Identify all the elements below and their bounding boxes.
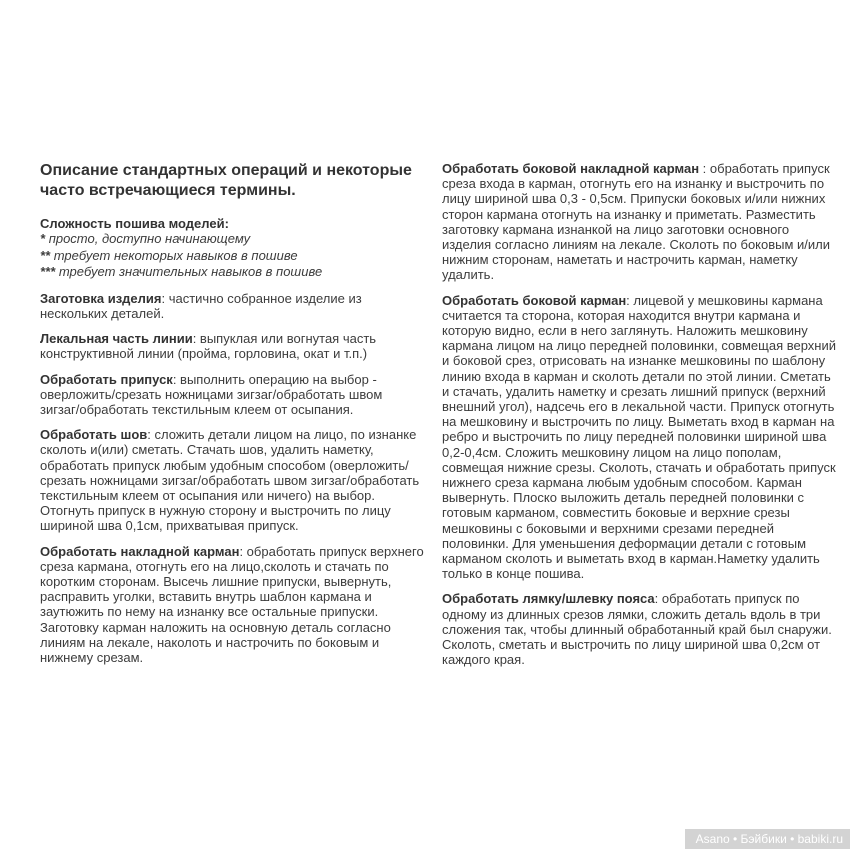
term-label: Сложность пошива моделей:	[40, 216, 229, 231]
term-label: Обработать припуск	[40, 371, 173, 387]
section-obrabotat-shov	[40, 427, 424, 533]
term-description: : выполнить операцию на выбор - оверложить/срезать ножницами зигзаг/обработать швом зигзаг/обработать текстильным клеем от осыпания.	[40, 371, 383, 417]
term-label: Обработать боковой карман	[442, 292, 627, 308]
term-label: Обработать накладной карман	[40, 543, 240, 559]
stars-label: *	[40, 231, 46, 247]
term-description: : обработать припуск верхнего среза кармана, отогнуть его на лицо,сколоть и стачать по коротким сторонам. Высечь лишние припуски, вывернуть, расправить уголки, вставить внутрь шаблон кармана и заутюжить по нему на изнанку все остальные припуски. Заготовку карман наложить на основную деталь согласно линиям на лекале, наколоть и настрочить по боковым и нижнему срезам.	[40, 543, 424, 665]
section-lekalnaya-chast-linii	[40, 331, 424, 361]
section-obrabotat-lyamku-shlevku-poyasa	[442, 591, 836, 667]
term-label: Обработать боковой накладной карман	[442, 161, 700, 176]
complexity-item	[40, 248, 424, 265]
section-obrabotat-bokovoy-nakladnoy-karman	[442, 161, 836, 283]
term-description: : обработать припуск среза входа в карман, отогнуть его на изнанку и выстрочить по лицу шириной шва 0,3 - 0,5см. Припуски боковых и/или нижних сторон кармана отогнуть на изнанку и приметать. Разместить заготовку кармана изнанкой на лицо заготовки основного изделия согласно линиям на лекале. Сколоть по боковым и/или нижним сторонам, наметать и настрочить карман, наметку удалить.	[442, 161, 831, 283]
term-label: Заготовка изделия	[40, 290, 162, 306]
page-title: Описание стандартных операций и некоторые часто встречающиеся термины.	[40, 162, 412, 199]
complexity-item	[40, 264, 424, 281]
term-description: : выпуклая или вогнутая часть конструктивной линии (пройма, горловина, окат и т.п.)	[40, 331, 377, 362]
complexity-item	[40, 231, 424, 248]
right-column	[442, 161, 836, 678]
complexity-item-text: просто, доступно начинающему	[48, 231, 251, 247]
term-label: Обработать шов	[40, 427, 148, 443]
term-label: Обработать лямку/шлевку пояса	[442, 591, 655, 607]
term-description: : частично собранное изделие из нескольких деталей.	[40, 290, 362, 321]
section-zagotovka-izdeliya	[40, 291, 424, 321]
section-slozhnost-poshiva	[40, 216, 424, 281]
term-label: Лекальная часть линии	[40, 331, 193, 347]
stars-label: **	[40, 247, 51, 263]
complexity-item-text: требует значительных навыков в пошиве	[58, 264, 323, 280]
section-obrabotat-bokovoy-karman	[442, 293, 836, 582]
stars-label: ***	[40, 264, 56, 280]
term-description: : обработать припуск по одному из длинных срезов лямки, сложить деталь вдоль в три сложения так, чтобы длинный обработанный край был снаружи. Сколоть, сметать и выстрочить по лицу шириной шва 0,2см от каждого края.	[442, 591, 832, 668]
term-description: : сложить детали лицом на лицо, по изнанке сколоть и(или) сметать. Стачать шов, удалить наметку, обработать припуск любым удобным способом (оверложить/срезать ножницами зигзаг/обработать швом зигзаг/обработать текстильным клеем от осыпания или ничего) на выбор. Отогнуть припуск в нужную сторону и выстрочить по лицу шириной шва 0,1см, прихватывая припуск.	[40, 427, 420, 534]
left-column	[40, 161, 424, 675]
complexity-item-text: требует некоторых навыков в пошиве	[53, 247, 298, 263]
term-description: : лицевой у мешковины кармана считается та сторона, которая находится внутри кармана и которую видно, если в него заглянуть. Наложить мешковину кармана лицом на лицо передней половинки, совмещая верхний и боковой срез, отрисовать на изнанке мешковины по шаблону линию входа в карман и сколоть детали по этой линии. Сметать и стачать, удалить наметку и срезать лишний припуск (верхний внешний угол), надсечь его в лекальной части. Припуск отогнуть на мешковину и выстрочить по лицу. Выметать вход в карман на ребро и выстрочить по лицу передней половинки шириной шва 0,2-0,4см. Сложить мешковину лицом на лицо пополам, совмещая нижние срезы. Сколоть, стачать и обработать припуск нижнего среза кармана любым удобным способом. Карман вывернуть. Плоско выложить деталь передней половинки с готовым карманом, совместить боковые и верхние срезы мешковины с боковыми и верхними срезами передней половинки. Для уменьшения деформации детали с готовым карманом сколоть и выметать вход в карман.Наметку удалить только в конце пошива.	[442, 292, 836, 582]
term-line	[40, 216, 424, 231]
section-obrabotat-nakladnoy-karman	[40, 544, 424, 666]
watermark: Asano • Бэйбики • babiki.ru	[685, 829, 850, 849]
section-obrabotat-pripusk	[40, 372, 424, 418]
